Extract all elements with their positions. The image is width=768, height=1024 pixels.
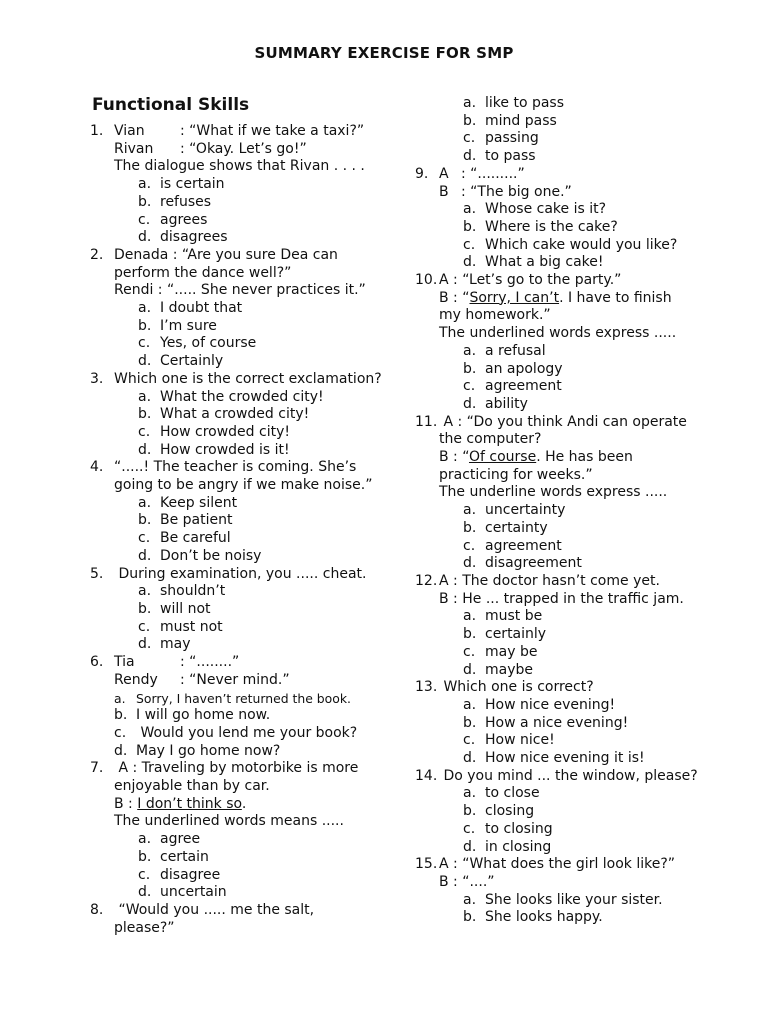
- q5-option-b: b. will not: [138, 600, 211, 617]
- q14-option-b: b. closing: [463, 803, 535, 820]
- left-column: [90, 95, 380, 937]
- q7-option-a: a. agree: [138, 831, 201, 848]
- q7-line-2: enjoyable than by car.: [114, 778, 270, 795]
- q11-line-3: B : “Of course. He has been: [439, 449, 633, 466]
- q9-option-c: c. Which cake would you like?: [463, 236, 678, 253]
- q11-line-4: practicing for weeks.”: [439, 466, 593, 483]
- q9-line-1: 9. A : “.........”: [415, 165, 525, 182]
- q15-line-1: 15. A : “What does the girl look like?”: [415, 856, 676, 873]
- q6-line-2: Rendy : “Never mind.”: [114, 671, 290, 688]
- q15-option-b: b. She looks happy.: [463, 909, 603, 926]
- q1-line-1: 1. Vian : “What if we take a taxi?”: [90, 123, 365, 139]
- q7-stem: The underlined words means .....: [114, 813, 344, 830]
- q1-option-b: b. refuses: [138, 193, 212, 210]
- page-title: SUMMARY EXERCISE FOR SMP: [254, 44, 514, 62]
- q8-line-1: 8. “Would you ..... me the salt,: [90, 901, 315, 918]
- q8-line-2: please?”: [114, 919, 175, 936]
- question-11: [415, 414, 695, 573]
- q11-option-d: d. disagreement: [463, 555, 582, 572]
- q7-underlined: I don’t think so: [137, 795, 242, 812]
- q14-stem: 14. Do you mind ... the window, please?: [415, 767, 698, 784]
- q12-option-a: a. must be: [463, 608, 543, 625]
- question-8-options: [415, 95, 695, 166]
- q14-option-a: a. to close: [463, 785, 540, 802]
- section-heading: Functional Skills: [92, 95, 250, 115]
- q13-option-d: d. How nice evening it is!: [463, 750, 645, 767]
- q1-option-d: d. disagrees: [138, 229, 228, 246]
- question-4: [90, 459, 380, 565]
- q5-option-a: a. shouldn’t: [138, 583, 226, 600]
- q3-option-a: a. What the crowded city!: [138, 388, 324, 405]
- q10-underlined: Sorry, I can’t: [469, 289, 560, 306]
- q13-option-a: a. How nice evening!: [463, 696, 616, 713]
- q8-option-a: a. like to pass: [463, 95, 565, 111]
- q14-option-d: d. in closing: [463, 838, 552, 855]
- q11-underlined: Of course: [468, 449, 537, 466]
- q4-option-b: b. Be patient: [138, 512, 233, 529]
- q10-line-2: B : “Sorry, I can’t. I have to finish: [439, 289, 672, 306]
- q10-option-a: a. a refusal: [463, 342, 546, 359]
- q1-option-a: a. is certain: [138, 176, 225, 193]
- question-13: [415, 679, 695, 768]
- q7-option-d: d. uncertain: [138, 884, 227, 901]
- q3-option-d: d. How crowded is it!: [138, 441, 290, 458]
- q1-line-2: Rivan : “Okay. Let’s go!”: [114, 140, 307, 157]
- question-14: [415, 767, 698, 857]
- q10-option-b: b. an apology: [463, 360, 563, 377]
- q6-option-d: d. May I go home now?: [114, 742, 281, 759]
- question-2: [90, 247, 380, 371]
- q15-option-a: a. She looks like your sister.: [463, 891, 663, 908]
- q7-line-3: B : I don’t think so.: [114, 795, 247, 812]
- question-9: [415, 166, 695, 272]
- q14-option-c: c. to closing: [463, 820, 553, 837]
- q3-stem: 3. Which one is the correct exclamation?: [90, 370, 382, 387]
- q4-line-2: going to be angry if we make noise.”: [114, 477, 373, 494]
- question-1: [90, 123, 380, 247]
- q15-line-2: B : “....”: [439, 873, 495, 890]
- q10-option-c: c. agreement: [463, 378, 562, 395]
- q10-stem: The underlined words express .....: [439, 325, 677, 342]
- q10-option-d: d. ability: [463, 395, 528, 412]
- q11-option-b: b. certainty: [463, 519, 548, 536]
- q12-option-b: b. certainly: [463, 626, 547, 643]
- question-12: [415, 573, 695, 679]
- q6-option-b: b. I will go home now.: [114, 707, 271, 724]
- q4-option-a: a. Keep silent: [138, 494, 238, 511]
- q9-line-2: B : “The big one.”: [439, 183, 572, 200]
- q3-option-c: c. How crowded city!: [138, 423, 290, 440]
- q1-option-c: c. agrees: [138, 211, 208, 228]
- q8-option-b: b. mind pass: [463, 112, 557, 129]
- q10-line-3: my homework.”: [439, 307, 551, 324]
- q5-option-c: c. must not: [138, 618, 223, 635]
- q12-option-d: d. maybe: [463, 661, 534, 678]
- q5-stem: 5. During examination, you ..... cheat.: [90, 565, 367, 582]
- q3-option-b: b. What a crowded city!: [138, 406, 310, 423]
- q11-line-2: the computer?: [439, 431, 542, 448]
- q11-line-1: 11. A : “Do you think Andi can operate: [415, 413, 687, 430]
- q12-option-c: c. may be: [463, 643, 538, 660]
- q13-option-b: b. How a nice evening!: [463, 714, 629, 731]
- q2-line-3: Rendi : “..... She never practices it.”: [114, 282, 366, 299]
- q11-stem: The underline words express .....: [439, 484, 668, 501]
- question-6: [90, 654, 380, 760]
- q11-option-c: c. agreement: [463, 537, 562, 554]
- right-column: [415, 95, 698, 927]
- question-10: [415, 272, 695, 414]
- q1-stem: The dialogue shows that Rivan . . . .: [114, 158, 365, 175]
- q8-option-d: d. to pass: [463, 148, 536, 165]
- q2-line-1: 2. Denada : “Are you sure Dea can: [90, 246, 338, 263]
- q12-line-1: 12. A : The doctor hasn’t come yet.: [415, 572, 660, 589]
- question-15: [415, 856, 695, 927]
- q8-option-c: c. passing: [463, 130, 539, 147]
- question-5: [90, 566, 380, 655]
- question-7: [90, 760, 380, 902]
- q9-option-d: d. What a big cake!: [463, 254, 604, 271]
- q9-option-b: b. Where is the cake?: [463, 218, 618, 235]
- q11-option-a: a. uncertainty: [463, 502, 566, 519]
- q2-option-c: c. Yes, of course: [138, 335, 257, 352]
- q2-line-2: perform the dance well?”: [114, 264, 292, 281]
- q12-line-2: B : He ... trapped in the traffic jam.: [439, 590, 684, 607]
- q9-option-a: a. Whose cake is it?: [463, 201, 607, 218]
- q13-stem: 13. Which one is correct?: [415, 679, 594, 696]
- q5-option-d: d. may: [138, 636, 191, 653]
- q2-option-b: b. I’m sure: [138, 317, 217, 334]
- q4-option-d: d. Don’t be noisy: [138, 547, 262, 564]
- question-3: [90, 371, 380, 460]
- q10-line-1: 10. A : “Let’s go to the party.”: [415, 272, 622, 289]
- q2-option-a: a. I doubt that: [138, 300, 243, 317]
- q13-option-c: c. How nice!: [463, 732, 555, 749]
- q4-option-c: c. Be careful: [138, 530, 231, 547]
- q4-line-1: 4. “.....! The teacher is coming. She’s: [90, 459, 357, 476]
- q6-line-1: 6.Tia : “........”: [90, 654, 240, 671]
- question-8: [90, 902, 380, 937]
- q7-option-b: b. certain: [138, 848, 209, 865]
- q7-line-1: 7. A : Traveling by motorbike is more: [90, 760, 359, 777]
- q7-option-c: c. disagree: [138, 866, 221, 883]
- q6-option-c: c. Would you lend me your book?: [114, 724, 358, 741]
- q2-option-d: d. Certainly: [138, 353, 224, 370]
- q6-option-a: a. Sorry, I haven’t returned the book.: [114, 690, 351, 706]
